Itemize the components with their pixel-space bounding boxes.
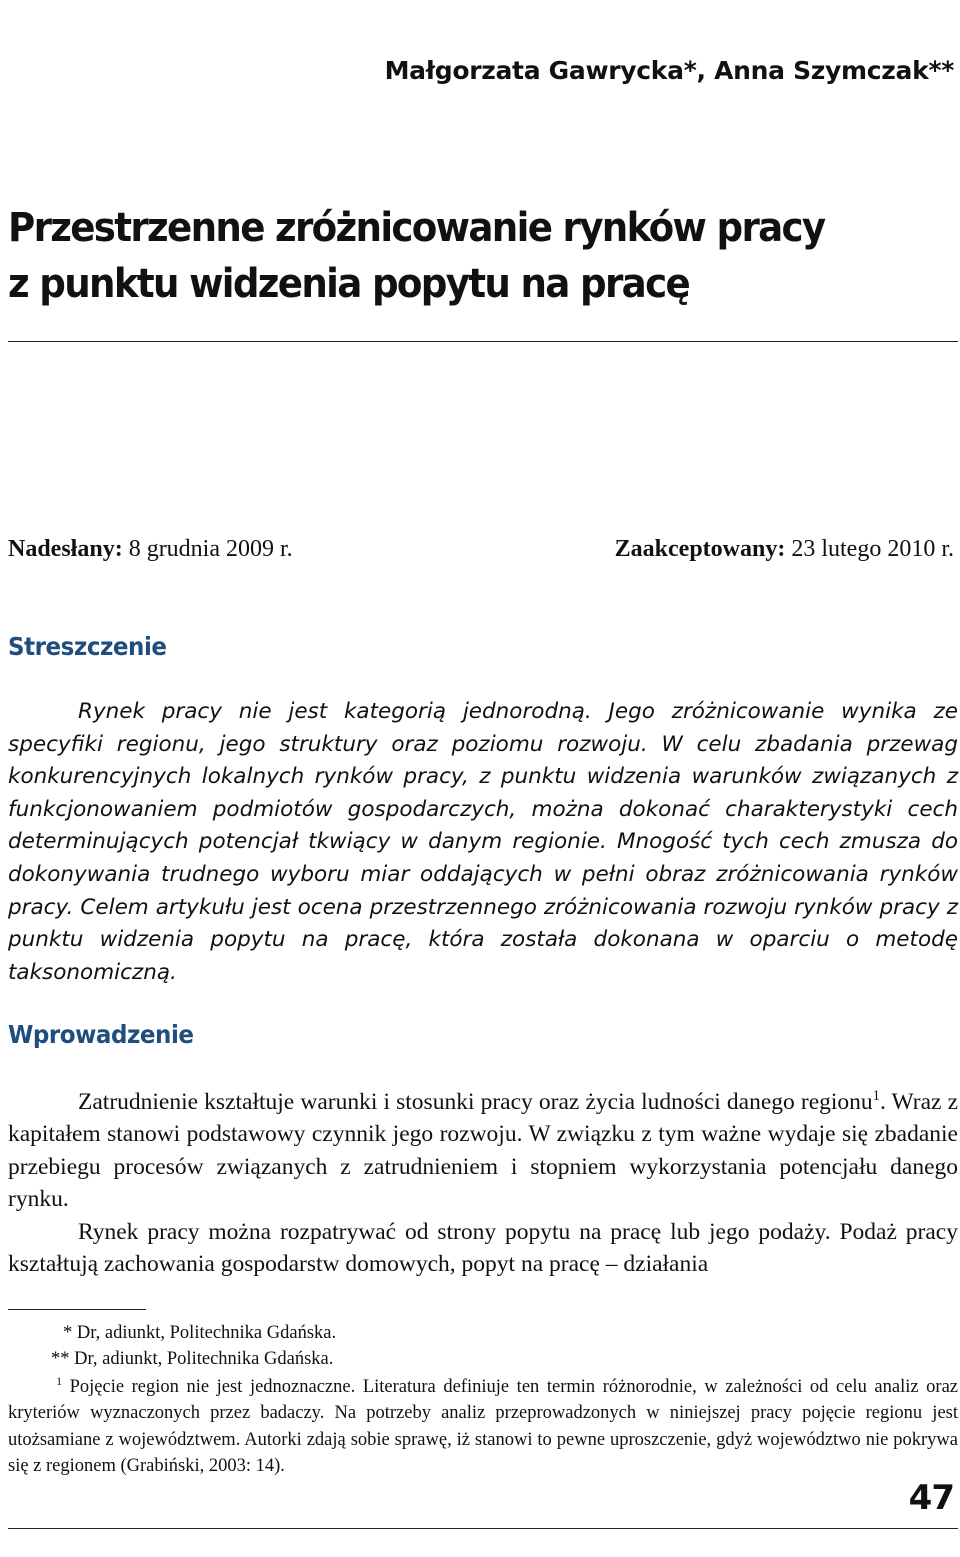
footnote-1-text: Pojęcie region nie jest jednoznaczne. Literatura definiuje ten termin różnorodnie, w zależności od celu analiz oraz kryteriów wyznaczonych przez badaczy. Na potrzeby analiz przeprowadzonych w niniejszej pracy pojęcie regionu jest utożsamiane z województwem. Autorki zdają sobie sprawę, iż stanowi to pewne uproszczenie, gdyż województwo nie pokrywa się z regionem (Grabiński, 2003: 14). [8, 1377, 958, 1477]
page-number: 47 [908, 1478, 954, 1518]
footnote-author-2: ** Dr, adiunkt, Politechnika Gdańska. [51, 1349, 334, 1369]
abstract-heading: Streszczenie [8, 632, 167, 661]
intro-p2-text: Rynek pracy można rozpatrywać od strony popytu na pracę lub jego podaży. Podaż pracy kształtują zachowania gospodarstw domowych, popyt na pracę – działania [8, 1219, 958, 1278]
intro-p1-text-cont: . Wraz z kapitałem stanowi podstawowy czynnik jego rozwoju. W związku z tym ważne wydaje się zbadanie przebiegu procesów związanych z zatrudnieniem i stopniem wykorzystania potencjału danego rynku. [8, 1089, 958, 1213]
title-line-2: z punktu widzenia popytu na pracę [8, 261, 690, 307]
intro-paragraph-2 [8, 1216, 958, 1281]
abstract-body: Rynek pracy nie jest kategorią jednorodną. Jego zróżnicowanie wynika ze specyfiki regionu, jego struktury oraz poziomu rozwoju. W celu zbadania przewag konkurencyjnych lokalnych rynków pracy, z punktu widzenia warunków związanych z funkcjonowaniem podmiotów gospodarczych, można dokonać charakterystyki cech determinujących potencjał tkwiący w danym regionie. Mnogość tych cech zmusza do dokonywania trudnego wyboru miar oddających w pełni obraz zróżnicowania rynków pracy. Celem artykułu jest ocena przestrzennego zróżnicowania rozwoju rynków pracy z punktu widzenia popytu na pracę, która została dokonana w oparciu o metodę taksonomiczną. [8, 699, 958, 985]
submitted-date [8, 536, 293, 563]
title-divider [8, 341, 958, 342]
footnote-1-marker: 1 [56, 1375, 62, 1388]
intro-heading: Wprowadzenie [8, 1020, 194, 1049]
submitted-value: 8 grudnia 2009 r. [128, 536, 293, 562]
intro-p1-text: Zatrudnienie kształtuje warunki i stosunki pracy oraz życia ludności danego regionu [78, 1089, 873, 1115]
accepted-label: Zaakceptowany: [614, 536, 786, 562]
footnote-author-1: * Dr, adiunkt, Politechnika Gdańska. [63, 1323, 337, 1343]
title-line-1: Przestrzenne zróżnicowanie rynków pracy [8, 205, 825, 251]
footnote-divider [8, 1309, 146, 1310]
accepted-date [615, 536, 954, 563]
abstract-text [8, 696, 958, 989]
article-title [8, 200, 825, 312]
submitted-label: Nadesłany: [8, 536, 123, 562]
intro-paragraph-1 [8, 1086, 958, 1216]
bottom-rule [8, 1528, 958, 1529]
authors: Małgorzata Gawrycka*, Anna Szymczak** [384, 56, 954, 85]
footnote-1 [8, 1374, 958, 1480]
accepted-value: 23 lutego 2010 r. [791, 536, 954, 562]
footnote-ref-1: 1 [872, 1088, 880, 1105]
